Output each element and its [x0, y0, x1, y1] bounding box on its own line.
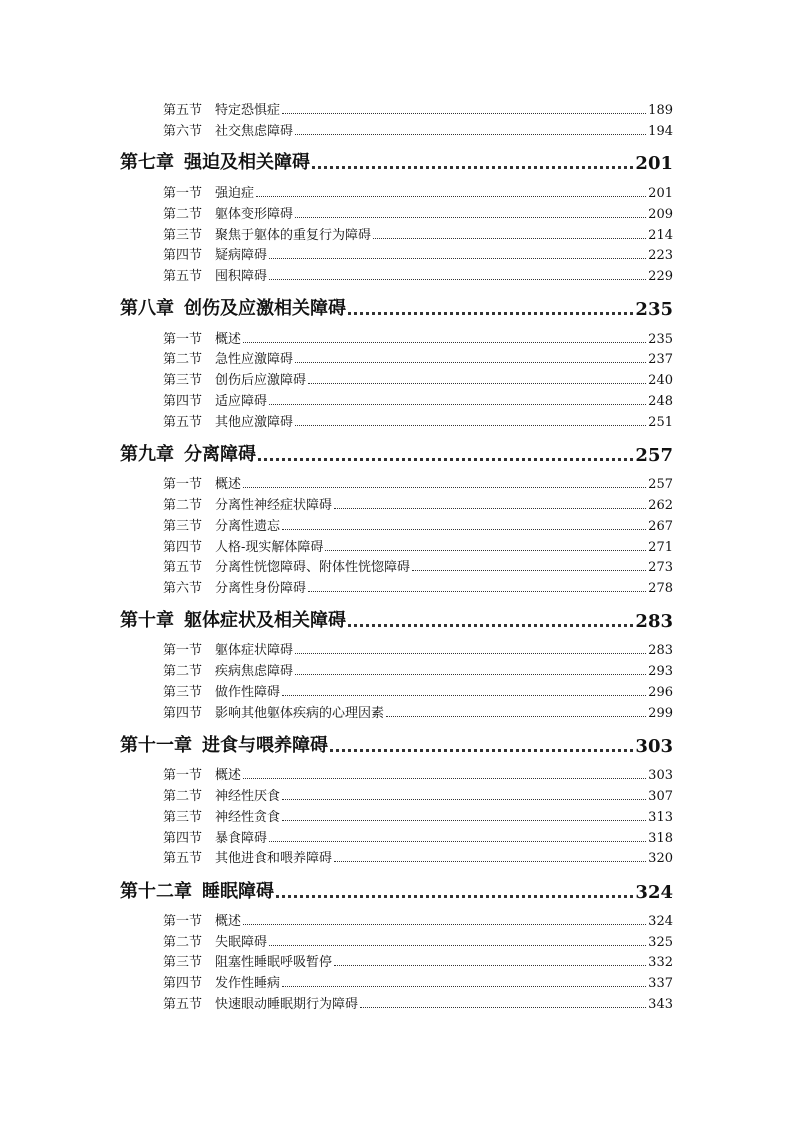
page-number: 303	[648, 768, 673, 783]
toc-section-row	[163, 347, 673, 367]
page-number: 332	[648, 955, 673, 970]
section-number: 第二节	[163, 789, 203, 804]
toc-chapter-row	[120, 877, 673, 903]
toc-section-row	[163, 555, 673, 575]
page-number: 273	[648, 560, 673, 575]
page-number: 235	[648, 332, 673, 347]
toc-label	[163, 993, 358, 1012]
section-title: 疑病障碍	[215, 248, 268, 263]
toc-label	[163, 536, 323, 555]
toc-section-row	[163, 971, 673, 991]
toc-label	[120, 606, 346, 632]
section-number: 第四节	[163, 394, 203, 409]
chapter-title: 创伤及应激相关障碍	[184, 298, 346, 319]
section-title: 概述	[215, 477, 242, 492]
page-number: 194	[648, 124, 673, 139]
dot-leader	[295, 653, 646, 654]
page-number: 296	[648, 685, 673, 700]
section-title: 急性应激障碍	[215, 352, 294, 367]
section-number: 第一节	[163, 914, 203, 929]
toc-section-row	[163, 992, 673, 1012]
page-number: 237	[648, 352, 673, 367]
page-number: 307	[648, 789, 673, 804]
section-title: 概述	[215, 332, 242, 347]
dot-leader	[282, 986, 646, 987]
section-title: 其他应激障碍	[215, 415, 294, 430]
section-title: 强迫症	[215, 186, 255, 201]
dot-leader	[334, 508, 646, 509]
toc-label	[163, 390, 267, 409]
dot-leader	[348, 312, 633, 315]
dot-leader	[308, 591, 646, 592]
toc-label	[163, 494, 332, 513]
section-number: 第一节	[163, 768, 203, 783]
section-number: 第三节	[163, 685, 203, 700]
page-number: 299	[648, 706, 673, 721]
page-number: 343	[648, 997, 673, 1012]
section-title: 社交焦虑障碍	[215, 124, 294, 139]
dot-leader	[269, 841, 646, 842]
toc-label	[163, 99, 280, 118]
page-number: 320	[648, 851, 673, 866]
section-title: 适应障碍	[215, 394, 268, 409]
toc-section-row	[163, 535, 673, 555]
section-title: 聚焦于躯体的重复行为障碍	[215, 228, 372, 243]
toc-label	[120, 440, 256, 466]
page-number: 223	[648, 248, 673, 263]
page-number: 262	[648, 498, 673, 513]
toc-section-row	[163, 826, 673, 846]
section-title: 分离性恍惚障碍、附体性恍惚障碍	[215, 560, 411, 575]
toc-section-row	[163, 784, 673, 804]
page-number: 293	[648, 664, 673, 679]
section-number: 第五节	[163, 103, 203, 118]
section-number: 第三节	[163, 955, 203, 970]
section-title: 囤积障碍	[215, 269, 268, 284]
section-number: 第二节	[163, 207, 203, 222]
toc-label	[120, 294, 346, 320]
toc-label	[163, 660, 293, 679]
page-number: 257	[648, 477, 673, 492]
section-title: 阻塞性睡眠呼吸暂停	[215, 955, 333, 970]
toc-section-row	[163, 930, 673, 950]
dot-leader	[282, 695, 646, 696]
section-number: 第五节	[163, 997, 203, 1012]
page-number: 278	[648, 581, 673, 596]
dot-leader	[269, 258, 646, 259]
section-number: 第四节	[163, 706, 203, 721]
toc-section-row	[163, 472, 673, 492]
page-number: 325	[648, 935, 673, 950]
dot-leader	[295, 362, 646, 363]
toc-section-row	[163, 909, 673, 929]
toc-section-row	[163, 514, 673, 534]
section-number: 第一节	[163, 186, 203, 201]
toc-label	[163, 702, 384, 721]
toc-label	[163, 203, 293, 222]
page-number: 283	[648, 643, 673, 658]
dot-leader	[312, 166, 633, 169]
toc-label	[163, 328, 241, 347]
toc-chapter-row	[120, 148, 673, 174]
toc-section-row	[163, 576, 673, 596]
section-title: 疾病焦虑障碍	[215, 664, 294, 679]
section-number: 第四节	[163, 976, 203, 991]
toc-label	[163, 910, 241, 929]
toc-label	[163, 806, 280, 825]
page-number: 267	[648, 519, 673, 534]
toc-label	[163, 847, 332, 866]
toc-section-row	[163, 680, 673, 700]
toc-section-row	[163, 243, 673, 263]
dot-leader	[243, 924, 646, 925]
chapter-number: 第七章	[120, 152, 174, 173]
section-number: 第四节	[163, 831, 203, 846]
page-number: 324	[635, 882, 673, 903]
chapter-number: 第九章	[120, 444, 174, 465]
dot-leader	[360, 1007, 646, 1008]
chapter-title: 进食与喂养障碍	[202, 735, 328, 756]
dot-leader	[334, 965, 646, 966]
section-number: 第一节	[163, 332, 203, 347]
section-title: 概述	[215, 768, 242, 783]
section-title: 躯体症状障碍	[215, 643, 294, 658]
dot-leader	[243, 342, 646, 343]
section-title: 发作性睡病	[215, 976, 281, 991]
chapter-title: 分离障碍	[184, 444, 256, 465]
dot-leader	[269, 945, 646, 946]
section-number: 第五节	[163, 560, 203, 575]
toc-label	[120, 148, 310, 174]
section-number: 第三节	[163, 228, 203, 243]
toc-label	[163, 120, 293, 139]
page-number: 229	[648, 269, 673, 284]
dot-leader	[334, 861, 646, 862]
toc-chapter-row	[120, 294, 673, 320]
page-number: 324	[648, 914, 673, 929]
page-number: 201	[635, 153, 673, 174]
dot-leader	[282, 113, 646, 114]
section-number: 第三节	[163, 519, 203, 534]
section-title: 其他进食和喂养障碍	[215, 851, 333, 866]
section-number: 第四节	[163, 540, 203, 555]
section-number: 第六节	[163, 124, 203, 139]
toc-label	[163, 244, 267, 263]
page-number: 209	[648, 207, 673, 222]
toc-section-row	[163, 389, 673, 409]
dot-leader	[282, 529, 646, 530]
dot-leader	[330, 749, 633, 752]
toc-section-row	[163, 264, 673, 284]
page-number: 214	[648, 228, 673, 243]
chapter-number: 第十章	[120, 610, 174, 631]
toc-section-row	[163, 98, 673, 118]
page-number: 271	[648, 540, 673, 555]
toc-label	[163, 224, 371, 243]
section-title: 分离性神经症状障碍	[215, 498, 333, 513]
page-number: 318	[648, 831, 673, 846]
toc-label	[163, 827, 267, 846]
toc-chapter-row	[120, 440, 673, 466]
page-number: 248	[648, 394, 673, 409]
toc-label	[163, 577, 306, 596]
section-title: 概述	[215, 914, 242, 929]
page-number: 201	[648, 186, 673, 201]
section-title: 神经性厌食	[215, 789, 281, 804]
toc-section-row	[163, 763, 673, 783]
section-number: 第三节	[163, 810, 203, 825]
page-number: 240	[648, 373, 673, 388]
toc-section-row	[163, 493, 673, 513]
section-title: 创伤后应激障碍	[215, 373, 307, 388]
chapter-title: 睡眠障碍	[202, 881, 274, 902]
section-title: 特定恐惧症	[215, 103, 281, 118]
page-number: 337	[648, 976, 673, 991]
section-title: 神经性贪食	[215, 810, 281, 825]
section-title: 人格-现实解体障碍	[215, 540, 324, 555]
toc-section-row	[163, 119, 673, 139]
toc-label	[163, 348, 293, 367]
dot-leader	[295, 425, 646, 426]
page-number: 235	[635, 299, 673, 320]
toc-label	[163, 515, 280, 534]
section-title: 分离性身份障碍	[215, 581, 307, 596]
dot-leader	[386, 716, 646, 717]
dot-leader	[243, 487, 646, 488]
toc-section-row	[163, 368, 673, 388]
chapter-title: 躯体症状及相关障碍	[184, 610, 346, 631]
toc-label	[163, 182, 254, 201]
dot-leader	[373, 238, 646, 239]
dot-leader	[295, 134, 646, 135]
toc-label	[163, 473, 241, 492]
section-title: 失眠障碍	[215, 935, 268, 950]
dot-leader	[308, 383, 646, 384]
dot-leader	[269, 279, 646, 280]
chapter-number: 第十一章	[120, 735, 192, 756]
section-title: 快速眼动睡眠期行为障碍	[215, 997, 359, 1012]
toc-section-row	[163, 950, 673, 970]
dot-leader	[258, 458, 633, 461]
section-number: 第六节	[163, 581, 203, 596]
section-number: 第五节	[163, 415, 203, 430]
toc-section-row	[163, 846, 673, 866]
dot-leader	[325, 550, 646, 551]
toc-label	[120, 877, 274, 903]
page-number: 303	[635, 736, 673, 757]
dot-leader	[282, 820, 646, 821]
section-title: 做作性障碍	[215, 685, 281, 700]
section-number: 第四节	[163, 248, 203, 263]
section-number: 第二节	[163, 935, 203, 950]
dot-leader	[276, 895, 633, 898]
dot-leader	[295, 674, 646, 675]
toc-label	[163, 369, 306, 388]
toc-section-row	[163, 202, 673, 222]
section-title: 分离性遗忘	[215, 519, 281, 534]
toc-label	[163, 411, 293, 430]
section-title: 影响其他躯体疾病的心理因素	[215, 706, 385, 721]
dot-leader	[412, 570, 646, 571]
page-number: 189	[648, 103, 673, 118]
toc-chapter-row	[120, 606, 673, 632]
toc-label	[163, 764, 241, 783]
toc-section-row	[163, 701, 673, 721]
section-number: 第二节	[163, 352, 203, 367]
dot-leader	[243, 778, 646, 779]
section-number: 第一节	[163, 643, 203, 658]
section-number: 第五节	[163, 851, 203, 866]
toc-label	[163, 951, 332, 970]
toc-section-row	[163, 638, 673, 658]
chapter-title: 强迫及相关障碍	[184, 152, 310, 173]
toc-section-row	[163, 410, 673, 430]
chapter-number: 第八章	[120, 298, 174, 319]
toc-section-row	[163, 223, 673, 243]
section-number: 第一节	[163, 477, 203, 492]
section-number: 第二节	[163, 498, 203, 513]
section-number: 第三节	[163, 373, 203, 388]
dot-leader	[256, 196, 646, 197]
toc-label	[163, 785, 280, 804]
page-number: 313	[648, 810, 673, 825]
toc-section-row	[163, 659, 673, 679]
toc-chapter-row	[120, 731, 673, 757]
page-number: 257	[635, 445, 673, 466]
page-number: 283	[635, 611, 673, 632]
toc-label	[163, 556, 410, 575]
dot-leader	[348, 624, 633, 627]
dot-leader	[295, 217, 646, 218]
chapter-number: 第十二章	[120, 881, 192, 902]
toc-section-row	[163, 805, 673, 825]
section-number: 第二节	[163, 664, 203, 679]
toc-label	[163, 265, 267, 284]
toc-label	[163, 639, 293, 658]
page-number: 251	[648, 415, 673, 430]
dot-leader	[269, 404, 646, 405]
toc-label	[163, 931, 267, 950]
dot-leader	[282, 799, 646, 800]
toc-section-row	[163, 181, 673, 201]
toc-section-row	[163, 327, 673, 347]
section-number: 第五节	[163, 269, 203, 284]
toc-label	[120, 731, 328, 757]
toc-label	[163, 972, 280, 991]
section-title: 暴食障碍	[215, 831, 268, 846]
section-title: 躯体变形障碍	[215, 207, 294, 222]
toc-label	[163, 681, 280, 700]
